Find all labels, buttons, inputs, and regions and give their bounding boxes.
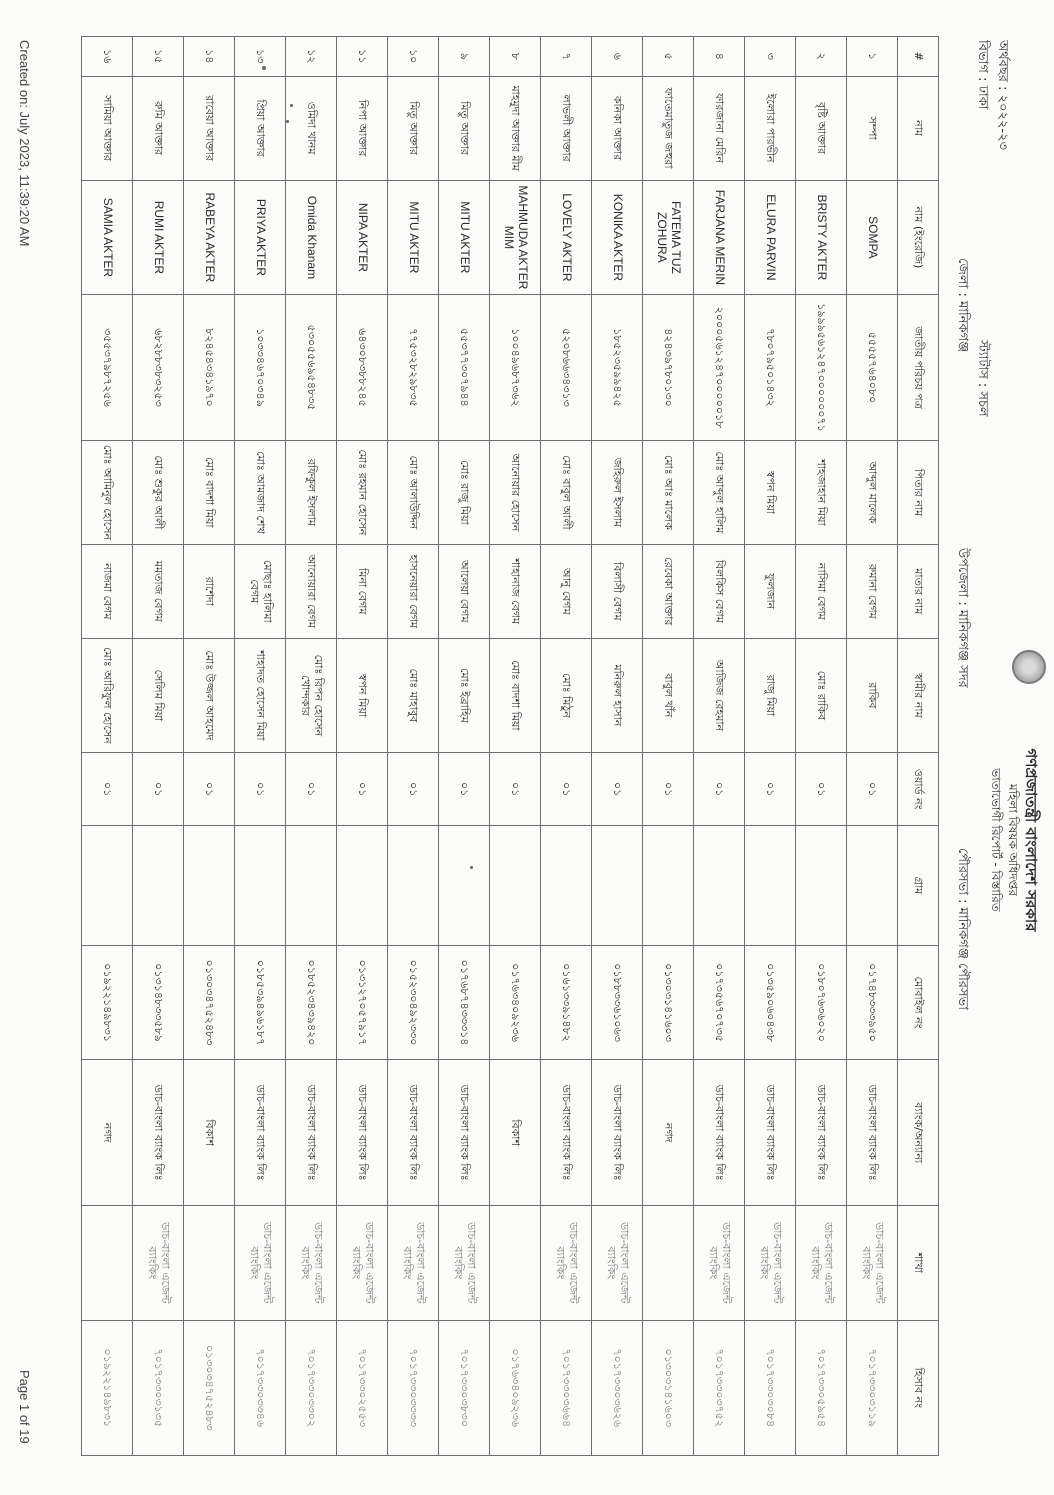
status: স্ট্যাটাস : সচল	[975, 340, 990, 417]
table-cell: স্বপন মিয়া	[745, 440, 796, 544]
table-cell	[796, 826, 847, 946]
table-cell: ০১	[439, 753, 490, 826]
table-cell: ০১৭৬৩৪০৯২৩৬	[490, 945, 541, 1060]
table-cell: ০১	[796, 753, 847, 826]
table-cell: ELURA PARVIN	[745, 180, 796, 295]
table-cell: ডাচ-বাংলা এজেন্ট ব্যাংকিং	[337, 1206, 388, 1321]
table-cell: ৭৭৫৩২৮২৯৮৩৫	[388, 295, 439, 441]
table-cell: ৬৪৩০৮৩৮৮২৪৫	[337, 295, 388, 441]
table-cell: নগদ	[643, 1060, 694, 1206]
table-cell: ডাচ-বাংলা ব্যাংক লিঃ	[337, 1060, 388, 1206]
table-cell: মোঃ আঃ মালেক	[643, 440, 694, 544]
table-cell: FATEMA TUZ ZOHURA	[643, 180, 694, 295]
table-cell: RUMI AKTER	[133, 180, 184, 295]
table-cell: ০১৩১২৭০৫৭৯১৭	[337, 945, 388, 1060]
table-cell: ৭৮০৭৯৫০১৪৩২	[745, 295, 796, 441]
table-cell: SOMPA	[847, 180, 898, 295]
table-cell: ৫৫৫৫৭৬৪০৮০	[847, 295, 898, 441]
table-cell: মিতু আক্তার	[388, 76, 439, 180]
column-header: মাতার নাম	[898, 545, 939, 639]
table-cell: ০১৭৪৮৩৩৩৯৫০	[847, 945, 898, 1060]
table-cell	[388, 826, 439, 946]
table-cell: ০১	[133, 753, 184, 826]
table-cell: ৬৮২৮৮৩৮৩২৫৩	[133, 295, 184, 441]
table-cell: ০১৮৮৩৩৬১০৬৩	[592, 945, 643, 1060]
table-cell: ৫৫৩৭৭৩০৭৯৪৪	[439, 295, 490, 441]
table-row	[694, 37, 745, 1456]
table-cell: ১০৩৩৪৬৭০৩৪৯	[235, 295, 286, 441]
table-cell: ৭০১৭৩৩০৩৮৩০	[439, 1320, 490, 1455]
table-row	[439, 37, 490, 1456]
table-cell: ২	[796, 37, 847, 77]
table-cell: ১১	[337, 37, 388, 77]
table-cell: বৃষ্টি আক্তার	[796, 76, 847, 180]
table-cell	[592, 826, 643, 946]
table-cell: ৮২৪৫৪৩৪১৯৭০	[184, 295, 235, 441]
table-header-row	[898, 37, 939, 1456]
table-cell: ১২	[286, 37, 337, 77]
table-cell	[184, 826, 235, 946]
table-cell: LOVELY AKTER	[541, 180, 592, 295]
table-cell: আলেয়া বেগম	[439, 545, 490, 639]
municipality: পৌরসভা : মানিকগঞ্জ পৌরসভা	[955, 848, 970, 1010]
table-cell: নাজমা বেগম	[82, 545, 133, 639]
table-cell: ০১	[694, 753, 745, 826]
column-header: হিসাব নং	[898, 1320, 939, 1455]
table-cell: ০১৩০৩৪৭৫২৪৮৩	[184, 945, 235, 1060]
table-cell: ৭০১৭৩৩০৩৬২৬	[592, 1320, 643, 1455]
table-row	[133, 37, 184, 1456]
table-row	[337, 37, 388, 1456]
table-cell: ৪২৪৩৯৭৮০১৩০	[643, 295, 694, 441]
column-header: মোবাইল নং	[898, 945, 939, 1060]
table-cell: ০১৯২২১৪৯৮৩১	[82, 945, 133, 1060]
table-cell: BRISTY AKTER	[796, 180, 847, 295]
table-cell: সামিয়া আক্তার	[82, 76, 133, 180]
table-cell: জহিরুল ইসলাম	[592, 440, 643, 544]
table-cell: লাভলী আক্তার	[541, 76, 592, 180]
department-name: মহিলা বিষয়ক অধিদপ্তর	[1006, 784, 1020, 896]
table-cell: নাসিমা বেগম	[796, 545, 847, 639]
table-cell: ০১৩১৪৮৩৩৫৮৯	[133, 945, 184, 1060]
table-cell: ফাতেমাতুজ জহুরা	[643, 76, 694, 180]
table-cell: মোঃ আলাউদ্দিন	[388, 440, 439, 544]
table-cell	[643, 1206, 694, 1321]
table-cell: PRIYA AKTER	[235, 180, 286, 295]
table-cell	[337, 826, 388, 946]
table-row	[745, 37, 796, 1456]
table-cell: ডাচ-বাংলা এজেন্ট ব্যাংকিং	[592, 1206, 643, 1321]
table-cell: সেলিম মিয়া	[133, 638, 184, 753]
table-cell: ডাচ-বাংলা এজেন্ট ব্যাংকিং	[745, 1206, 796, 1321]
table-cell	[847, 826, 898, 946]
report-title: ভাতাভোগী রিপোর্ট - বিস্তারিত	[989, 768, 1003, 912]
table-cell: শাহাদত হোসেন মিয়া	[235, 638, 286, 753]
table-cell: ডাচ-বাংলা ব্যাংক লিঃ	[745, 1060, 796, 1206]
table-cell: FARJANA MERIN	[694, 180, 745, 295]
table-cell: ডাচ-বাংলা এজেন্ট ব্যাংকিং	[847, 1206, 898, 1321]
table-cell: ৭০১৭৩৩০৩৩০২	[286, 1320, 337, 1455]
table-cell: ৭০১৭৩৩০৩১১৯	[847, 1320, 898, 1455]
table-cell: ০১৭৩৫৬৭০৭৩৫	[694, 945, 745, 1060]
table-cell: মোঃ আমিনুল হোসেন	[82, 440, 133, 544]
table-cell: ০১৩০৩৪৭৫২৪৮৩	[184, 1320, 235, 1455]
table-row	[235, 37, 286, 1456]
table-cell: ডাচ-বাংলা ব্যাংক লিঃ	[133, 1060, 184, 1206]
table-cell: মোঃ রাজু মিয়া	[439, 440, 490, 544]
table-cell: ০১	[643, 753, 694, 826]
table-cell: ডাচ-বাংলা ব্যাংক লিঃ	[694, 1060, 745, 1206]
table-cell: ডাচ-বাংলা ব্যাংক লিঃ	[439, 1060, 490, 1206]
table-cell: ০১	[490, 753, 541, 826]
table-row	[796, 37, 847, 1456]
table-cell: ০১	[235, 753, 286, 826]
table-cell: ডাচ-বাংলা এজেন্ট ব্যাংকিং	[235, 1206, 286, 1321]
table-cell: ০১	[184, 753, 235, 826]
column-header: জাতীয় পরিচয় পত্র	[898, 295, 939, 441]
column-header: স্বামীর নাম	[898, 638, 939, 753]
table-cell: মাহমুদা আক্তার মীম	[490, 76, 541, 180]
table-cell: মোঃ আমজাদ শেখ	[235, 440, 286, 544]
table-cell: ০১৭৬৩৪০৯২৩৬	[490, 1320, 541, 1455]
table-cell: মোঃ শুকুর আলী	[133, 440, 184, 544]
table-cell: ডাচ-বাংলা এজেন্ট ব্যাংকিং	[286, 1206, 337, 1321]
table-cell: মোঃ বাবুল আলী	[541, 440, 592, 544]
division: বিভাগ : ঢাকা	[975, 40, 990, 110]
table-cell: ০১	[337, 753, 388, 826]
table-cell: ৭০১৭৩৩০৩১৩৫	[133, 1320, 184, 1455]
fiscal-year: অর্থবছর : ২০২২-২৩	[995, 40, 1010, 150]
table-cell: বিলকিস বেগম	[694, 545, 745, 639]
table-cell: ডাচ-বাংলা ব্যাংক লিঃ	[847, 1060, 898, 1206]
table-cell: প্রিয়া আক্তার	[235, 76, 286, 180]
table-cell: মনিরুল হাসান	[592, 638, 643, 753]
table-cell: ৭০১৭৩৩০৩৩৩৩	[388, 1320, 439, 1455]
table-cell: ০১	[745, 753, 796, 826]
table-cell: ডাচ-বাংলা ব্যাংক লিঃ	[286, 1060, 337, 1206]
table-cell: মোঃ উজ্জল আহমেদ	[184, 638, 235, 753]
table-cell: ডাচ-বাংলা এজেন্ট ব্যাংকিং	[388, 1206, 439, 1321]
table-cell	[490, 826, 541, 946]
table-row	[286, 37, 337, 1456]
table-cell: মোঃ ইব্রাহিম	[439, 638, 490, 753]
table-cell: ৫২০৮৬৬৩৪৩১৩	[541, 295, 592, 441]
table-cell: ১৪	[184, 37, 235, 77]
table-cell: ০১৫২৩০৪৯২৩৩০	[388, 945, 439, 1060]
table-cell: শাহজাহান মিয়া	[796, 440, 847, 544]
table-cell: ডাচ-বাংলা ব্যাংক লিঃ	[541, 1060, 592, 1206]
column-header: #	[898, 37, 939, 77]
table-cell: ডাচ-বাংলা এজেন্ট ব্যাংকিং	[541, 1206, 592, 1321]
table-row	[541, 37, 592, 1456]
table-cell: ৮	[490, 37, 541, 77]
table-cell: মোঃ মাহাবুব	[388, 638, 439, 753]
table-cell: ০১৬১৩৩৯১৪৮২	[541, 945, 592, 1060]
table-cell: ০১৮০৭৬৩৬০২০	[796, 945, 847, 1060]
table-cell: ০১৩০৩১৪১৬০৩	[643, 945, 694, 1060]
table-cell: নিপা আক্তার	[337, 76, 388, 180]
government-title: গণপ্রজাতন্ত্রী বাংলাদেশ সরকার	[1022, 748, 1040, 932]
table-row	[82, 37, 133, 1456]
table-cell: আজিজ রেহমান	[694, 638, 745, 753]
table-cell: রুমানা বেগম	[847, 545, 898, 639]
table-cell	[286, 826, 337, 946]
table-cell: ০১	[592, 753, 643, 826]
table-cell: ডাচ-বাংলা ব্যাংক লিঃ	[388, 1060, 439, 1206]
table-cell: ০১	[286, 753, 337, 826]
table-cell: ০১	[847, 753, 898, 826]
table-cell	[82, 826, 133, 946]
table-cell: ৩৫৫৩৭৯৮৭২৫৬	[82, 295, 133, 441]
table-cell: ০১৩০৩১৪১৬০৩	[643, 1320, 694, 1455]
table-cell: ৫	[643, 37, 694, 77]
table-cell: মোঃ বাদশা মিয়া	[490, 638, 541, 753]
column-header: ওয়ার্ড নং	[898, 753, 939, 826]
page-number: Page 1 of 19	[17, 1370, 32, 1444]
table-cell	[745, 826, 796, 946]
table-row	[592, 37, 643, 1456]
table-cell: ৭০১৭৩৩০৩০৮৪	[745, 1320, 796, 1455]
table-cell: ১৩	[235, 37, 286, 77]
table-cell: ১০০৪৯৬৮৭৩৬২	[490, 295, 541, 441]
table-cell: মোছাঃ হালিমা বেগম	[235, 545, 286, 639]
table-cell: ১৬	[82, 37, 133, 77]
table-cell	[82, 1206, 133, 1321]
table-cell: ডাচ-বাংলা এজেন্ট ব্যাংকিং	[133, 1206, 184, 1321]
table-cell: ০১৮৫৩৯৪৯৬১৮৭	[235, 945, 286, 1060]
table-cell: বিলাসী বেগম	[592, 545, 643, 639]
table-cell	[694, 826, 745, 946]
beneficiary-table	[81, 36, 939, 1456]
table-cell: ৭০১৭৩৩০৩৬৬৪	[541, 1320, 592, 1455]
table-cell: রাশেদা	[184, 545, 235, 639]
table-cell: ৭০১৭৩৩০২৫৫৩	[337, 1320, 388, 1455]
table-cell: মোঃ আব্দুল হালিম	[694, 440, 745, 544]
table-cell	[490, 1206, 541, 1321]
table-cell: ১৫	[133, 37, 184, 77]
table-cell: ৬	[592, 37, 643, 77]
table-cell: ৩	[745, 37, 796, 77]
table-cell: ২০০০৫৬১২৪৭০০০০০১৮	[694, 295, 745, 441]
table-cell: সম্পা	[847, 76, 898, 180]
table-cell: ১৮৫২৩৫৯৯৪২৫	[592, 295, 643, 441]
table-cell	[133, 826, 184, 946]
table-cell: মোঃ আরিফুল হোসেন	[82, 638, 133, 753]
table-cell: ডাচ-বাংলা এজেন্ট ব্যাংকিং	[694, 1206, 745, 1321]
table-cell: ১০	[388, 37, 439, 77]
table-cell: ফারজানা মেরিন	[694, 76, 745, 180]
table-cell: ইলোরা পারভীন	[745, 76, 796, 180]
table-cell: রফিকুল ইসলাম	[286, 440, 337, 544]
table-cell: মোঃ রাকিব	[796, 638, 847, 753]
table-cell	[235, 826, 286, 946]
table-cell	[541, 826, 592, 946]
table-cell: হাসনেয়ারা বেগম	[388, 545, 439, 639]
table-cell: ১৯৯৯৫৬১২৪৭০০০০০০৭১	[796, 295, 847, 441]
table-cell: ০১৮৫২৩৪৩৯৪২০	[286, 945, 337, 1060]
table-cell: ১	[847, 37, 898, 77]
table-row	[490, 37, 541, 1456]
table-cell	[439, 826, 490, 946]
table-cell: বিকাশ	[490, 1060, 541, 1206]
upazila: উপজেলা : মানিকগঞ্জ সদর	[955, 548, 970, 688]
table-cell: মমতাজ বেগম	[133, 545, 184, 639]
table-cell: রাজু মিয়া	[745, 638, 796, 753]
created-timestamp: Created on: July 2023, 11:39:20 AM	[17, 40, 32, 247]
table-cell: ৭০১৭৩৩০৩৩৪৬	[235, 1320, 286, 1455]
table-cell: ০১৯২২১৪৯৮৩১	[82, 1320, 133, 1455]
table-cell: স্বপন মিয়া	[337, 638, 388, 753]
table-cell: ০১৩৫৯০৬০৪৩৮	[745, 945, 796, 1060]
table-cell: ০১	[82, 753, 133, 826]
table-cell: ০১	[541, 753, 592, 826]
table-cell: মোঃ রহমান হোসেন	[337, 440, 388, 544]
column-header: শাখা	[898, 1206, 939, 1321]
table-cell: বাবুল খাঁন	[643, 638, 694, 753]
table-cell: ডাচ-বাংলা ব্যাংক লিঃ	[592, 1060, 643, 1206]
table-cell: NIPA AKTER	[337, 180, 388, 295]
column-header: নাম (ইংরেজি)	[898, 180, 939, 295]
table-cell: ৭	[541, 37, 592, 77]
table-cell: আনোয়ার হোসেন	[490, 440, 541, 544]
table-cell: ০১৭৬৮৭৪৩৩৩১৪	[439, 945, 490, 1060]
table-cell: ৪	[694, 37, 745, 77]
table-cell: ৯	[439, 37, 490, 77]
table-cell: RABEYA AKTER	[184, 180, 235, 295]
table-cell: রাকিব	[847, 638, 898, 753]
table-cell	[184, 1206, 235, 1321]
table-cell: Omida Khanam	[286, 180, 337, 295]
table-cell: ০১	[388, 753, 439, 826]
table-cell: রুমি আক্তার	[133, 76, 184, 180]
table-row	[388, 37, 439, 1456]
table-row	[643, 37, 694, 1456]
table-cell: ডাচ-বাংলা এজেন্ট ব্যাংকিং	[796, 1206, 847, 1321]
table-cell: ৫৩০৫৫৬৯৫৪৮৩৫	[286, 295, 337, 441]
table-cell: রেবেকা আক্তার	[643, 545, 694, 639]
table-cell: KONIKA AKTER	[592, 180, 643, 295]
table-cell: রাবেয়া আক্তার	[184, 76, 235, 180]
table-cell: SAMIA AKTER	[82, 180, 133, 295]
table-cell: আব্দুল মালেক	[847, 440, 898, 544]
table-cell: বিকাশ	[184, 1060, 235, 1206]
table-cell	[643, 826, 694, 946]
column-header: নাম	[898, 76, 939, 180]
table-cell: ডাচ-বাংলা ব্যাংক লিঃ	[796, 1060, 847, 1206]
table-cell: আনু বেগম	[541, 545, 592, 639]
table-cell: শাহানাজ বেগম	[490, 545, 541, 639]
table-cell: MITU AKTER	[439, 180, 490, 295]
table-row	[847, 37, 898, 1456]
table-cell: মোঃ বাদশা মিয়া	[184, 440, 235, 544]
table-cell: ৭০১৭৩৩০৫৯৫৪	[796, 1320, 847, 1455]
table-cell: মিনা বেগম	[337, 545, 388, 639]
column-header: গ্রাম	[898, 826, 939, 946]
column-header: ব্যাংক/অন্যান্য	[898, 1060, 939, 1206]
table-cell: ওমিদা খানম	[286, 76, 337, 180]
table-cell: MAHMUDA AKTER MIM	[490, 180, 541, 295]
district: জেলা : মানিকগঞ্জ	[955, 258, 970, 353]
table-cell: আনোয়ারা বেগম	[286, 545, 337, 639]
table-cell: মোঃ রিপন হোসেন খোন্দকার	[286, 638, 337, 753]
table-cell: নগদ	[82, 1060, 133, 1206]
table-row	[184, 37, 235, 1456]
table-cell: ফুলজান	[745, 545, 796, 639]
table-cell: মোঃ মিঠুন	[541, 638, 592, 753]
table-cell: মিতু আক্তার	[439, 76, 490, 180]
table-cell: MITU AKTER	[388, 180, 439, 295]
table-cell: কনিকা আক্তার	[592, 76, 643, 180]
column-header: পিতার নাম	[898, 440, 939, 544]
table-cell: ৭০১৭৩৩০৩৭৫২	[694, 1320, 745, 1455]
table-cell: ডাচ-বাংলা এজেন্ট ব্যাংকিং	[439, 1206, 490, 1321]
table-cell: ডাচ-বাংলা ব্যাংক লিঃ	[235, 1060, 286, 1206]
